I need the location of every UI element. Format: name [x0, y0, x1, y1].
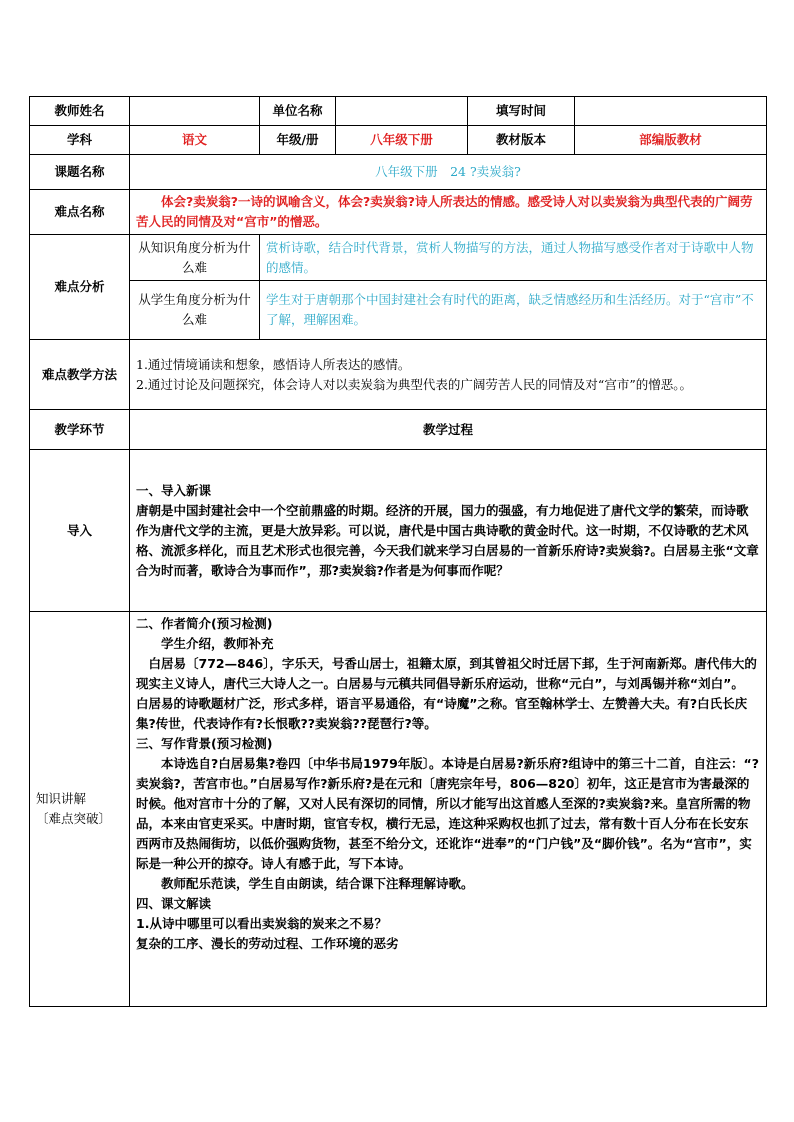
lesson-title-label: 课题名称	[30, 155, 130, 190]
lesson-row	[30, 155, 767, 190]
works-text: 白居易的诗歌题材广泛，形式多样，语言平易通俗，有“诗魔”之称。官至翰林学士、左赞善大夫。有?白氏长庆集?传世，代表诗作有?长恨歌??卖炭翁??琵琶行?等。	[136, 696, 748, 731]
author-text: 白居易〔772—846〕，字乐天，号香山居士，祖籍太原，到其曾祖父时迁居下邽，生于河南新郑。唐代伟大的现实主义诗人，唐代三大诗人之一。白居易与元稹共同倡导新乐府运动，世称“元白”，与刘禹锡并称“刘白”。	[136, 656, 757, 691]
edition-value: 部编版教材	[575, 126, 767, 155]
analysis-knowledge-row	[30, 235, 767, 281]
knowledge-label-line-1: 知识讲解	[36, 791, 87, 806]
knowledge-stage-label	[30, 612, 130, 1007]
intro-row	[30, 450, 767, 612]
teaching-stage-label: 教学环节	[30, 410, 130, 450]
lesson-plan-table	[29, 96, 767, 1007]
author-intro-line: 学生介绍，教师补充	[161, 636, 274, 651]
difficulty-name-value: 体会?卖炭翁?一诗的讽喻含义，体会?卖炭翁?诗人所表达的情感。感受诗人对以卖炭翁为典型代表的广阔劳苦人民的同情及对“宫市”的憎恶。	[130, 190, 767, 235]
subject-value: 语文	[130, 126, 260, 155]
teacher-name-value	[130, 97, 260, 126]
analysis-student-row	[30, 281, 767, 340]
fill-time-label: 填写时间	[468, 97, 575, 126]
lesson-title-value: 八年级下册 24 ?卖炭翁?	[130, 155, 767, 190]
intro-stage-label: 导入	[30, 450, 130, 612]
method-line-2: 2.通过讨论及问题探究，体会诗人对以卖炭翁为典型代表的广阔劳苦人民的同情及对“宫市”的憎恶。。	[136, 376, 692, 392]
header-row	[30, 97, 767, 126]
difficulty-name-label: 难点名称	[30, 190, 130, 235]
method-line-1: 1.通过情境诵读和想象，感悟诗人所表达的感情。	[136, 356, 411, 372]
teacher-name-label: 教师姓名	[30, 97, 130, 126]
background-heading: 三、写作背景(预习检测)	[136, 736, 273, 751]
text-interpretation-heading: 四、课文解读	[136, 896, 212, 911]
fill-time-value	[575, 97, 767, 126]
knowledge-label-line-2: 〔难点突破〕	[36, 811, 112, 826]
intro-text: 唐朝是中国封建社会中一个空前鼎盛的时期。经济的开展，国力的强盛，有力地促进了唐代文学的繁荣，而诗歌作为唐代文学的主流，更是大放异彩。可以说，唐代是中国古典诗歌的黄金时代。这一时期，不仅诗歌的艺术风格、流派多样化，而且艺术形式也很完善，今天我们就来学习白居易的一首新乐府诗?卖炭翁?。白居易主张“文章合为时而著，歌诗合为事而作”，那?卖炭翁?作者是为何事而作呢？	[136, 502, 759, 578]
grade-label: 年级/册	[260, 126, 336, 155]
knowledge-row	[30, 612, 767, 1007]
unit-name-label: 单位名称	[260, 97, 336, 126]
intro-content	[130, 450, 767, 612]
knowledge-angle-label: 从知识角度分析为什么难	[130, 235, 260, 281]
process-header-row	[30, 410, 767, 450]
student-angle-label: 从学生角度分析为什么难	[130, 281, 260, 340]
teaching-method-label: 难点教学方法	[30, 340, 130, 410]
author-heading: 二、作者简介(预习检测)	[136, 616, 273, 631]
difficulty-analysis-label: 难点分析	[30, 235, 130, 340]
teaching-process-label: 教学过程	[130, 410, 767, 450]
difficulty-row	[30, 190, 767, 235]
knowledge-angle-value: 赏析诗歌，结合时代背景，赏析人物描写的方法，通过人物描写感受作者对于诗歌中人物的感情。	[260, 235, 767, 281]
background-text: 本诗选自?白居易集?卷四〔中华书局1979年版〕。本诗是白居易?新乐府?组诗中的第三十二首，自注云：“?卖炭翁?，苦宫市也。”白居易写作?新乐府?是在元和〔唐宪宗年号，806—820〕初年，这正是宫市为害最深的时候。他对宫市十分的了解，又对人民有深切的同情，所以才能写出这首感人至深的?卖炭翁?来。皇宫所需的物品，本来由官吏采买。中唐时期，宦官专权，横行无忌，连这种采购权也抓了过去，常有数十百人分布在长安东西两市及热闹街坊，以低价强购货物，甚至不给分文，还讹诈“进奉”的“门户钱”及“脚价钱”。名为“宫市”，实际是一种公开的掠夺。诗人有感于此，写下本诗。	[136, 756, 760, 871]
student-angle-value: 学生对于唐朝那个中国封建社会有时代的距离，缺乏情感经历和生活经历。对于“宫市”不了解，理解困难。	[260, 281, 767, 340]
knowledge-content	[130, 612, 767, 1007]
question-1: 1.从诗中哪里可以看出卖炭翁的炭来之不易？	[136, 916, 387, 931]
answer-1: 复杂的工序、漫长的劳动过程、工作环境的恶劣	[136, 936, 399, 951]
edition-label: 教材版本	[468, 126, 575, 155]
teaching-method-value	[130, 340, 767, 410]
grade-value: 八年级下册	[336, 126, 468, 155]
subject-label: 学科	[30, 126, 130, 155]
reading-text: 教师配乐范读，学生自由朗读，结合课下注释理解诗歌。	[161, 876, 474, 891]
intro-heading: 一、导入新课	[136, 482, 212, 498]
method-row	[30, 340, 767, 410]
unit-name-value	[336, 97, 468, 126]
subject-row	[30, 126, 767, 155]
